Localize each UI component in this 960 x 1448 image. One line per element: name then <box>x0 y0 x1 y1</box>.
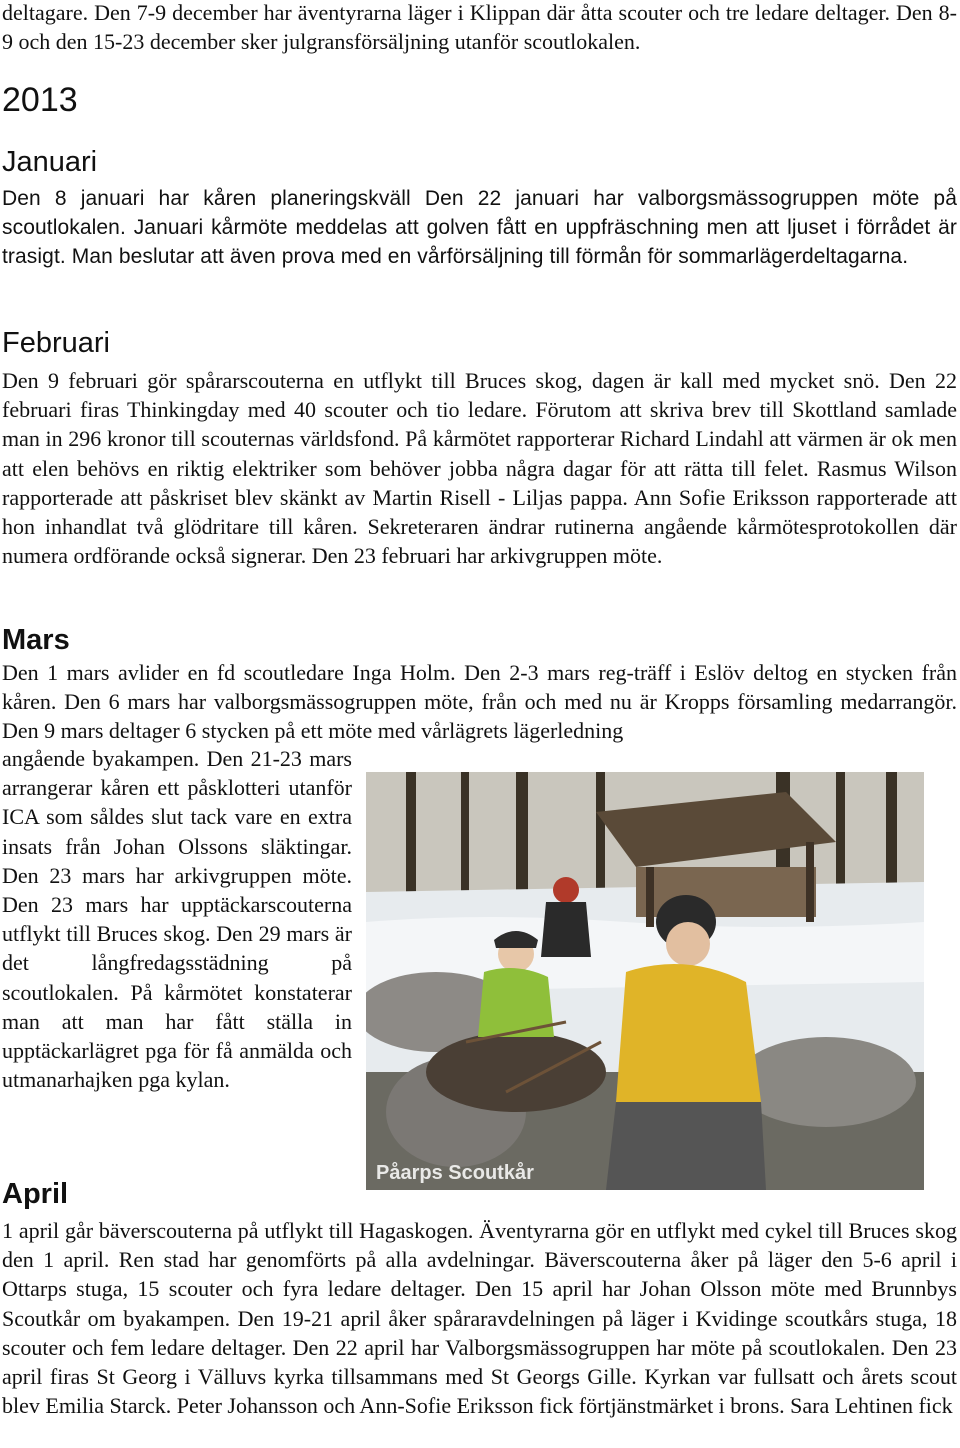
mars-paragraph-full: Den 1 mars avlider en fd scoutledare Inga Holm. Den 2-3 mars reg-träff i Eslöv deltog en stycken från kåren. Den 6 mars har valborgsmässogruppen möte, från och med nu är Kropps församling medarrangör. Den 9 mars deltager 6 stycken på ett möte med vårlägrets lägerledning <box>2 660 957 744</box>
year-heading: 2013 <box>2 81 78 119</box>
heading-januari: Januari <box>2 146 98 178</box>
januari-paragraph: Den 8 januari har kåren planeringskväll Den 22 januari har valborgsmässogruppen möte på scoutlokalen. Januari kårmöte meddelas att golven fått en uppfräschning men att ljuset i förrådet är trasigt. Man beslutar att även prova med en vårförsäljning till förmån för sommarlägerdeltagarna. <box>2 187 957 269</box>
mars-paragraph-column: angående byakampen. Den 21-23 mars arrangerar kåren ett påsklotteri utanför ICA som såldes slut tack vare en extra insats från Johan Olssons släktingar. Den 23 mars har arkivgruppen möte. Den 23 mars har upptäckarscouterna utflykt till Bruces skog. Den 29 mars är det långfredagsstädning på scoutlokalen. På kårmötet konstaterar man att man har fått ställa in upptäckarlägret pga för få anmälda och utmanarhajken pga kylan. <box>2 746 352 1093</box>
intro-paragraph: deltagare. Den 7-9 december har äventyrarna läger i Klippan där åtta scouter och tre ledare deltager. Den 8-9 och den 15-23 december sker julgransförsäljning utanför scoutlokalen. <box>2 0 957 55</box>
heading-april: April <box>2 1178 69 1210</box>
april-paragraph: 1 april går bäverscouterna på utflykt till Hagaskogen. Äventyrarna gör en utflykt med cykel till Bruces skog den 1 april. Ren stad har genomförts på alla avdelningar. Bäverscouterna åker på läger den 5-6 april i Ottarps stuga, 15 scouter och fyra ledare deltager. Den 15 april har Johan Olsson möte med Brunnbys Scoutkår om byakampen. Den 19-21 april åker spåraravdelningen på läger i Kvidinge scoutkårs stuga, 18 scouter och fem ledare deltager. Den 22 april har Valborgsmässogruppen har möte på scoutlokalen. Den 23 april firas St Georg i Välluvs kyrka tillsammans med St Georgs Gille. Kyrkan var fullsatt och årets scout blev Emilia Starck. Peter Johansson och Ann-Sofie Eriksson fick förtjänstmärket i brons. Sara Lehtinen fick <box>2 1218 957 1419</box>
photo-watermark: Påarps Scoutkår <box>376 1162 534 1184</box>
februari-paragraph: Den 9 februari gör spårarscouterna en utflykt till Bruces skog, dagen är kall med mycket snö. Den 22 februari firas Thinkingday med 40 scouter och tio ledare. Förutom att skriva brev till Skottland samlade man in 296 kronor till scouternas världsfond. På kårmötet rapporterar Richard Lindahl att värmen är ok men att elen behövs en riktig elektriker som behöver jobba några dagar för att rätta till felet. Rasmus Wilson rapporterade att påskriset blev skänkt av Martin Risell - Liljas pappa. Ann Sofie Eriksson rapporterade att hon inhandlat två glödritare till kåren. Sekreteraren ändrar rutinerna angående kårmötesprotokollen där numera ordförande också signerar. Den 23 februari har arkivgruppen möte. <box>2 368 957 569</box>
heading-februari: Februari <box>2 327 110 359</box>
scout-photo <box>366 772 924 1190</box>
heading-mars: Mars <box>2 624 70 656</box>
